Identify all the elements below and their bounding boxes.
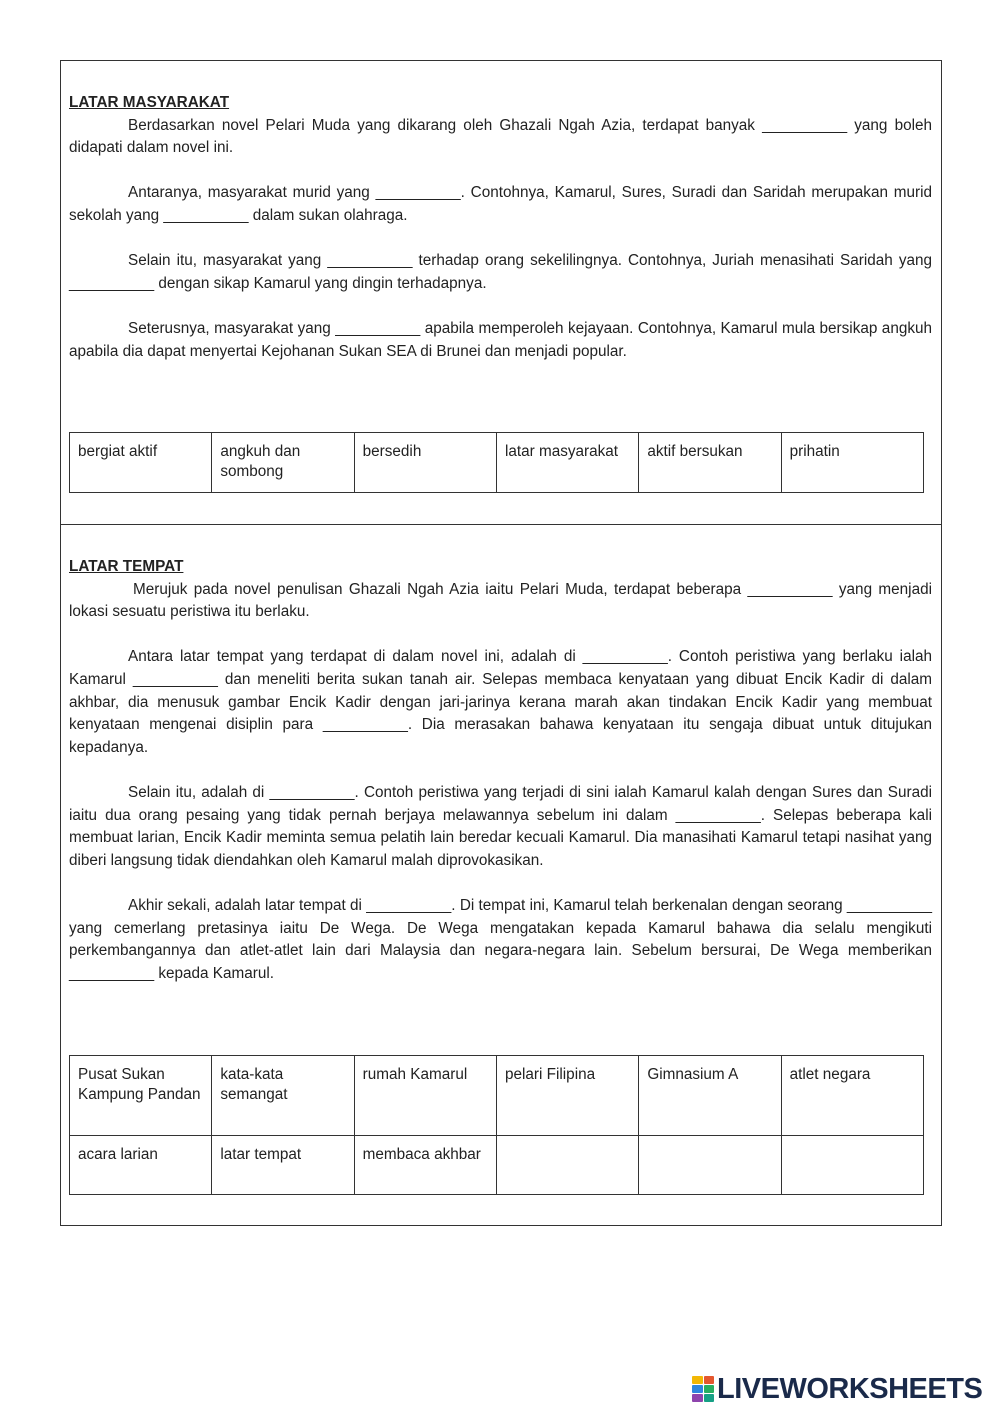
- word-bank-item[interactable]: bersedih: [354, 433, 496, 493]
- section-heading: LATAR TEMPAT: [69, 558, 184, 575]
- word-bank-item[interactable]: latar masyarakat: [496, 433, 638, 493]
- word-bank-item[interactable]: bergiat aktif: [70, 433, 212, 493]
- logo-square: [692, 1376, 703, 1384]
- logo-square: [704, 1394, 715, 1402]
- paragraph: Akhir sekali, adalah latar tempat di __________. Di tempat ini, Kamarul telah berkenalan dengan seorang __________ yang cemerlang pretasinya iaitu De Wega. De Wega mengatakan kepada Kamarul bahawa dia selalu mengikuti perkembangannya dan atlet-atlet lain dari Malaysia dan negara-negara lain. Sebelum bersurai, De Wega memberikan __________ kepada Kamarul.: [69, 896, 932, 982]
- word-bank-masyarakat: [69, 432, 924, 493]
- word-bank-empty-cell: [496, 1136, 638, 1195]
- logo-icon: [692, 1376, 714, 1402]
- liveworksheets-logo: [692, 1374, 982, 1404]
- section-latar-masyarakat: [69, 92, 932, 386]
- word-bank-item[interactable]: atlet negara: [781, 1056, 923, 1136]
- paragraph: Selain itu, adalah di __________. Contoh peristiwa yang terjadi di sini ialah Kamarul kalah dengan Sures dan Suradi iaitu dua orang pesaing yang tidak pernah berjaya melawannya sebelum ini dalam __________. Selepas beberapa kali membuat larian, Encik Kadir meminta semua pelatih lain beredar kecuali Kamarul. Dia manasihati Kamarul tetapi nasihat yang diberi langsung tidak diendahkan oleh Kamarul malah diprovokasikan.: [69, 783, 932, 869]
- word-bank-empty-cell: [639, 1136, 781, 1195]
- worksheet-frame: [60, 60, 942, 1226]
- paragraph: Selain itu, masyarakat yang __________ terhadap orang sekelilingnya. Contohnya, Juriah menasihati Saridah yang __________ dengan sikap Kamarul yang dingin terhadapnya.: [69, 252, 932, 292]
- word-bank-item[interactable]: latar tempat: [212, 1136, 354, 1195]
- logo-square: [692, 1385, 703, 1393]
- word-bank-item[interactable]: rumah Kamarul: [354, 1056, 496, 1136]
- logo-square: [692, 1394, 703, 1402]
- word-bank-tempat: [69, 1055, 924, 1195]
- word-bank-row: [70, 1136, 924, 1195]
- paragraph: Antaranya, masyarakat murid yang __________. Contohnya, Kamarul, Sures, Suradi dan Saridah merupakan murid sekolah yang __________ dalam sukan olahraga.: [69, 184, 932, 224]
- word-bank-row: [70, 433, 924, 493]
- section-latar-tempat: [69, 556, 932, 1008]
- word-bank-item[interactable]: angkuh dan sombong: [212, 433, 354, 493]
- logo-square: [704, 1385, 715, 1393]
- logo-text: LIVEWORKSHEETS: [717, 1372, 983, 1405]
- paragraph: Berdasarkan novel Pelari Muda yang dikarang oleh Ghazali Ngah Azia, terdapat banyak __________ yang boleh didapati dalam novel ini.: [69, 116, 932, 157]
- paragraph: Merujuk pada novel penulisan Ghazali Ngah Azia iaitu Pelari Muda, terdapat beberapa __________ yang menjadi lokasi sesuatu peristiwa itu berlaku.: [69, 580, 932, 621]
- logo-square: [704, 1376, 715, 1384]
- paragraph: Antara latar tempat yang terdapat di dalam novel ini, adalah di __________. Contoh peristiwa yang berlaku ialah Kamarul __________ dan meneliti berita sukan tanah air. Selepas membaca kenyataan yang dibuat Encik Kadir di dalam akhbar, dia menusuk gambar Encik Kadir dengan jari-jarinya kerana marah akan tindakan Encik Kadir yang membuat kenyataan mengenai disiplin para __________. Dia merasakan bahawa kenyataan itu sengaja dibuat untuk ditujukan kepadanya.: [69, 648, 932, 756]
- word-bank-item[interactable]: kata-kata semangat: [212, 1056, 354, 1136]
- word-bank-item[interactable]: Gimnasium A: [639, 1056, 781, 1136]
- section-divider: [61, 524, 941, 525]
- section-heading: LATAR MASYARAKAT: [69, 94, 230, 111]
- word-bank-item[interactable]: prihatin: [781, 433, 923, 493]
- word-bank-item[interactable]: membaca akhbar: [354, 1136, 496, 1195]
- paragraph: Seterusnya, masyarakat yang __________ apabila memperoleh kejayaan. Contohnya, Kamarul mula bersikap angkuh apabila dia dapat menyertai Kejohanan Sukan SEA di Brunei dan menjadi popular.: [69, 319, 932, 360]
- word-bank-empty-cell: [781, 1136, 923, 1195]
- word-bank-item[interactable]: Pusat Sukan Kampung Pandan: [70, 1056, 212, 1136]
- word-bank-item[interactable]: acara larian: [70, 1136, 212, 1195]
- word-bank-item[interactable]: aktif bersukan: [639, 433, 781, 493]
- word-bank-item[interactable]: pelari Filipina: [496, 1056, 638, 1136]
- word-bank-row: [70, 1056, 924, 1136]
